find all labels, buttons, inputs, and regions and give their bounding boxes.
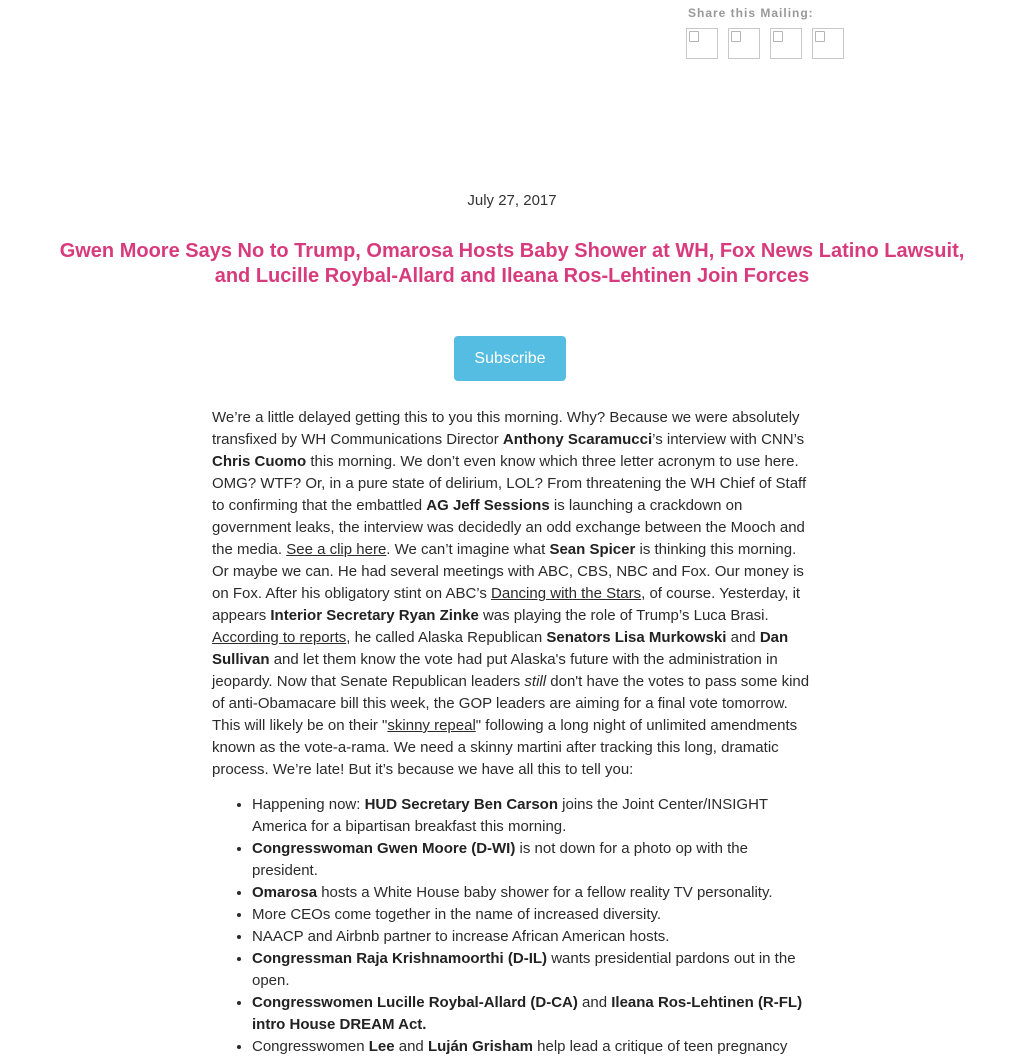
subscribe-button[interactable]: Subscribe bbox=[454, 336, 566, 381]
name-murkowski: Senators Lisa Murkowski bbox=[546, 629, 727, 646]
see-clip-link[interactable]: See a clip here bbox=[286, 541, 387, 558]
share-this-mailing-label: Share this Mailing: bbox=[688, 6, 814, 20]
name-sessions: AG Jeff Sessions bbox=[426, 497, 550, 514]
twitter-icon[interactable] bbox=[728, 28, 760, 59]
headline: Gwen Moore Says No to Trump, Omarosa Hosts Baby Shower at WH, Fox News Latino Lawsuit, and Lucille Roybal-Allard and Ileana Ros-Lehtinen Join Forces bbox=[59, 240, 965, 287]
list-item: • Congresswomen Lee and Luján Grisham help lead a critique of teen pregnancy bbox=[252, 1036, 812, 1058]
list-item: • Congressman Raja Krishnamoorthi (D-IL) wants presidential pardons out in the open. bbox=[252, 948, 812, 992]
article-body bbox=[212, 407, 812, 1058]
email-icon[interactable] bbox=[812, 28, 844, 59]
list-item: • NAACP and Airbnb partner to increase African American hosts. bbox=[252, 926, 812, 948]
according-to-reports-link[interactable]: According to reports bbox=[212, 629, 347, 646]
name-scaramucci: Anthony Scaramucci bbox=[502, 431, 653, 448]
name-spicer: Sean Spicer bbox=[549, 541, 636, 558]
list-item: • Happening now: HUD Secretary Ben Carson joins the Joint Center/INSIGHT America for a bipartisan breakfast this morning. bbox=[252, 794, 812, 838]
facebook-icon[interactable] bbox=[686, 28, 718, 59]
list-item: • More CEOs come together in the name of increased diversity. bbox=[252, 904, 812, 926]
share-icons-row bbox=[686, 28, 844, 59]
name-cuomo: Chris Cuomo bbox=[212, 453, 307, 470]
name-sullivan: Dan Sullivan bbox=[212, 629, 789, 668]
list-item: • Congresswoman Gwen Moore (D-WI) is not down for a photo op with the president. bbox=[252, 838, 812, 882]
news-list bbox=[212, 794, 812, 1058]
intro-paragraph: We’re a little delayed getting this to you this morning. Why? Because we were absolutely transfixed by WH Communications Director Anthony Scaramucci’s interview with CNN’s Chris Cuomo this morning. We don’t even know which three letter acronym to use here. OMG? WTF? Or, in a pure state of delirium, LOL? From threatening the WH Chief of Staff to confirming that the embattled AG Jeff Sessions is launching a crackdown on government leaks, the interview was decidedly an odd exchange between the Mooch and the media. See a clip here. We can’t imagine what Sean Spicer is thinking this morning. Or maybe we can. He had several meetings with ABC, CBS, NBC and Fox. Our money is on Fox. After his obligatory stint on ABC’s Dancing with the Stars, of course. Yesterday, it appears Interior Secretary Ryan Zinke was playing the role of Trump’s Luca Brasi. According to reports, he called Alaska Republican Senators Lisa Murkowski and Dan Sullivan and let them know the vote had put Alaska's future with the administration in jeopardy. Now that Senate Republican leaders still don't have the votes to pass some kind of anti-Obamacare bill this week, the GOP leaders are aiming for a final vote tomorrow. This will likely be on their "skinny repeal" following a long night of unlimited amendments known as the vote-a-rama. We need a skinny martini after tracking this long, dramatic process. We’re late! But it’s because we have all this to tell you: bbox=[212, 409, 810, 778]
linkedin-icon[interactable] bbox=[770, 28, 802, 59]
dancing-with-the-stars-link[interactable]: Dancing with the Stars bbox=[491, 585, 642, 602]
list-item: • Omarosa hosts a White House baby shower for a fellow reality TV personality. bbox=[252, 882, 812, 904]
emphasis-still: still bbox=[524, 673, 547, 690]
name-zinke: Interior Secretary Ryan Zinke bbox=[270, 607, 479, 624]
skinny-repeal-link[interactable]: skinny repeal bbox=[387, 717, 476, 734]
mailing-date: July 27, 2017 bbox=[467, 192, 557, 209]
list-item: • Congresswomen Lucille Roybal-Allard (D-CA) and Ileana Ros-Lehtinen (R-FL) intro House DREAM Act. bbox=[252, 992, 812, 1036]
